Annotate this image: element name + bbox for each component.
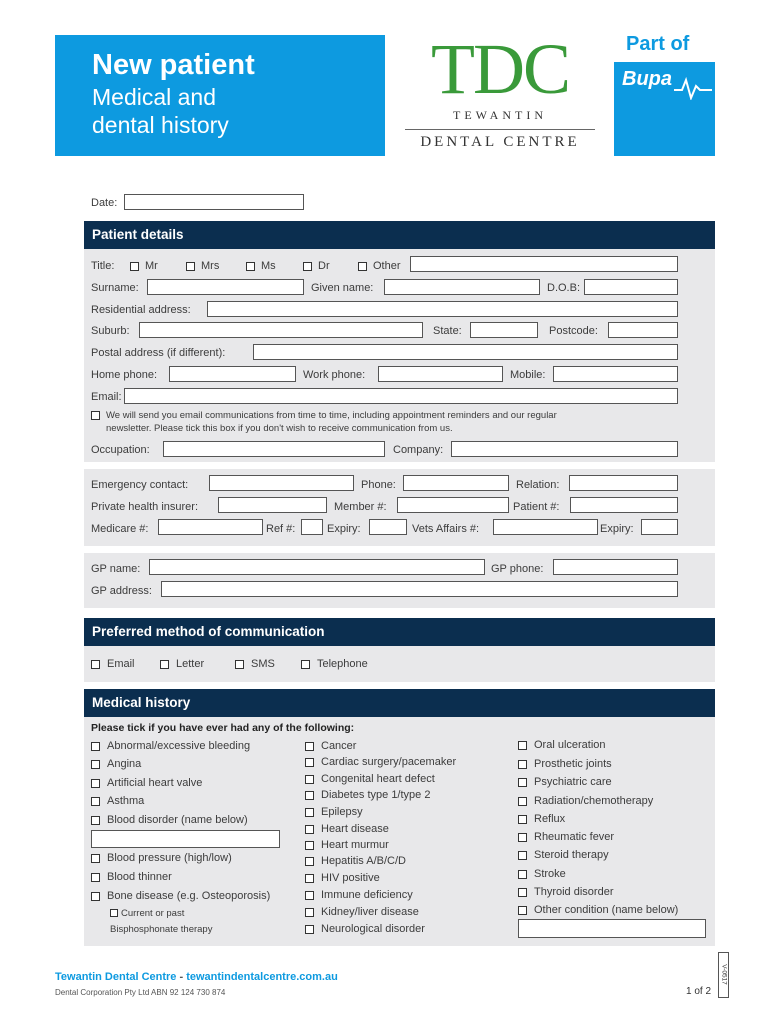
med-other-checkbox[interactable] — [518, 906, 527, 915]
comm-sms-checkbox[interactable] — [235, 660, 244, 669]
logo-line-2: DENTAL CENTRE — [420, 134, 580, 150]
med-bone-disease-label: Bone disease (e.g. Osteoporosis) — [107, 890, 271, 902]
med-heart-murmur-checkbox[interactable] — [305, 841, 314, 850]
comm-telephone-checkbox[interactable] — [301, 660, 310, 669]
med-blood-pressure-checkbox[interactable] — [91, 854, 100, 863]
blood-disorder-field[interactable] — [91, 830, 280, 848]
med-angina-checkbox[interactable] — [91, 760, 100, 769]
insurer-label: Private health insurer: — [91, 501, 198, 513]
med-kidney-liver-checkbox[interactable] — [305, 908, 314, 917]
subtitle-line-1: Medical and — [92, 84, 217, 110]
suburb-field[interactable] — [139, 322, 423, 338]
med-cardiac-surgery-checkbox[interactable] — [305, 758, 314, 767]
comm-sms-label: SMS — [251, 658, 275, 670]
emergency-contact-field[interactable] — [209, 475, 354, 491]
work-phone-field[interactable] — [378, 366, 503, 382]
med-rheumatic-checkbox[interactable] — [518, 833, 527, 842]
med-angina-label: Angina — [107, 758, 142, 770]
page-number: 1 of 2 — [686, 986, 712, 997]
med-hepatitis-label: Hepatitis A/B/C/D — [321, 855, 406, 867]
med-epilepsy-label: Epilepsy — [321, 806, 363, 818]
page-title: New patient — [92, 49, 255, 81]
med-asthma-checkbox[interactable] — [91, 797, 100, 806]
med-thyroid-label: Thyroid disorder — [534, 886, 614, 898]
med-heart-valve-label: Artificial heart valve — [107, 777, 203, 789]
residential-field[interactable] — [207, 301, 678, 317]
email-field[interactable] — [124, 388, 678, 404]
med-cardiac-surgery-label: Cardiac surgery/pacemaker — [321, 756, 457, 768]
relation-label: Relation: — [516, 479, 560, 491]
footer-brand-name: Tewantin Dental Centre — [55, 971, 177, 983]
med-blood-disorder-label: Blood disorder (name below) — [107, 814, 248, 826]
vets-affairs-field[interactable] — [493, 519, 598, 535]
heartbeat-icon — [674, 76, 712, 100]
emergency-contact-label: Emergency contact: — [91, 479, 189, 491]
insurer-field[interactable] — [218, 497, 327, 513]
med-diabetes-checkbox[interactable] — [305, 791, 314, 800]
ref-field[interactable] — [301, 519, 323, 535]
med-immune-label: Immune deficiency — [321, 889, 413, 901]
postal-label: Postal address (if different): — [91, 347, 226, 359]
med-hiv-label: HIV positive — [321, 872, 380, 884]
title-banner — [55, 35, 385, 156]
med-bleeding-label: Abnormal/excessive bleeding — [107, 740, 251, 752]
med-prosthetic-checkbox[interactable] — [518, 760, 527, 769]
med-neurological-label: Neurological disorder — [321, 923, 425, 935]
state-label: State: — [433, 325, 462, 337]
postcode-label: Postcode: — [549, 325, 598, 337]
title-other-field[interactable] — [410, 256, 678, 272]
med-radiation-checkbox[interactable] — [518, 797, 527, 806]
dob-label: D.O.B: — [547, 282, 581, 294]
footer-separator: - — [176, 971, 187, 983]
gp-name-label: GP name: — [91, 563, 141, 575]
medicare-field[interactable] — [158, 519, 263, 535]
med-blood-disorder-checkbox[interactable] — [91, 816, 100, 825]
med-hepatitis-checkbox[interactable] — [305, 857, 314, 866]
med-neurological-checkbox[interactable] — [305, 925, 314, 934]
version-box — [718, 952, 729, 998]
mobile-field[interactable] — [553, 366, 678, 382]
medicare-expiry-label: Expiry: — [327, 523, 361, 535]
med-current-or-past-label: Current or past — [121, 908, 185, 919]
med-cancer-label: Cancer — [321, 740, 357, 752]
med-stroke-checkbox[interactable] — [518, 870, 527, 879]
footer-brand — [55, 971, 338, 983]
given-name-field[interactable] — [384, 279, 540, 295]
title-mrs-checkbox[interactable] — [186, 262, 195, 271]
med-heart-valve-checkbox[interactable] — [91, 779, 100, 788]
occupation-label: Occupation: — [91, 444, 150, 456]
title-other-checkbox[interactable] — [358, 262, 367, 271]
patient-details-heading: Patient details — [92, 227, 184, 242]
med-diabetes-label: Diabetes type 1/type 2 — [321, 789, 431, 801]
title-dr-label: Dr — [318, 260, 330, 272]
vets-expiry-label: Expiry: — [600, 523, 634, 535]
version-code: V-0517 — [720, 964, 728, 985]
med-bisphosphonate-label: Bisphosphonate therapy — [110, 924, 213, 935]
given-name-label: Given name: — [311, 282, 374, 294]
med-prosthetic-label: Prosthetic joints — [534, 758, 612, 770]
communication-heading: Preferred method of communication — [92, 624, 325, 639]
title-ms-checkbox[interactable] — [246, 262, 255, 271]
medical-history-heading: Medical history — [92, 695, 191, 710]
med-other-label: Other condition (name below) — [534, 904, 679, 916]
date-field[interactable] — [124, 194, 304, 210]
comm-email-checkbox[interactable] — [91, 660, 100, 669]
email-note-line-2: newsletter. Please tick this box if you don't wish to receive communication from us. — [106, 423, 453, 434]
medicare-expiry-field[interactable] — [369, 519, 407, 535]
gp-address-label: GP address: — [91, 585, 152, 597]
member-label: Member #: — [334, 501, 387, 513]
med-steroid-label: Steroid therapy — [534, 849, 609, 861]
email-note-line-1: We will send you email communications from time to time, including appointment reminders and our regular — [106, 410, 557, 421]
med-cancer-checkbox[interactable] — [305, 742, 314, 751]
title-mrs-label: Mrs — [201, 260, 220, 272]
communication-header — [84, 618, 715, 646]
mobile-label: Mobile: — [510, 369, 546, 381]
med-kidney-liver-label: Kidney/liver disease — [321, 906, 419, 918]
logo-line-1: TEWANTIN — [453, 108, 547, 122]
other-condition-field[interactable] — [518, 919, 706, 938]
comm-telephone-label: Telephone — [317, 658, 368, 670]
footer-corp: Dental Corporation Pty Ltd ABN 92 124 730 874 — [55, 988, 226, 997]
ref-label: Ref #: — [266, 523, 296, 535]
med-congenital-checkbox[interactable] — [305, 775, 314, 784]
medical-history-header — [84, 689, 715, 717]
home-phone-field[interactable] — [169, 366, 296, 382]
title-mr-checkbox[interactable] — [130, 262, 139, 271]
medicare-label: Medicare #: — [91, 523, 149, 535]
med-psychiatric-checkbox[interactable] — [518, 778, 527, 787]
med-reflux-label: Reflux — [534, 813, 566, 825]
med-bone-disease-checkbox[interactable] — [91, 892, 100, 901]
email-label: Email: — [91, 391, 122, 403]
med-stroke-label: Stroke — [534, 868, 566, 880]
occupation-field[interactable] — [163, 441, 385, 457]
surname-label: Surname: — [91, 282, 139, 294]
med-congenital-label: Congenital heart defect — [321, 773, 435, 785]
tdc-logo — [405, 29, 595, 157]
surname-field[interactable] — [147, 279, 304, 295]
med-hiv-checkbox[interactable] — [305, 874, 314, 883]
logo-divider — [405, 129, 595, 130]
med-heart-disease-label: Heart disease — [321, 823, 389, 835]
logo-main: TDC — [431, 29, 569, 109]
postal-field[interactable] — [253, 344, 678, 360]
med-oral-ulceration-label: Oral ulceration — [534, 739, 606, 751]
med-epilepsy-checkbox[interactable] — [305, 808, 314, 817]
gp-name-field[interactable] — [149, 559, 485, 575]
page-subtitle — [92, 83, 229, 139]
med-psychiatric-label: Psychiatric care — [534, 776, 612, 788]
med-blood-pressure-label: Blood pressure (high/low) — [107, 852, 232, 864]
med-bisphosphonate-checkbox[interactable] — [110, 909, 118, 917]
med-oral-ulceration-checkbox[interactable] — [518, 741, 527, 750]
med-immune-checkbox[interactable] — [305, 891, 314, 900]
med-steroid-checkbox[interactable] — [518, 851, 527, 860]
comm-letter-checkbox[interactable] — [160, 660, 169, 669]
med-rheumatic-label: Rheumatic fever — [534, 831, 615, 843]
residential-label: Residential address: — [91, 304, 191, 316]
company-field[interactable] — [451, 441, 678, 457]
footer-url[interactable]: tewantindentalcentre.com.au — [186, 971, 338, 983]
postcode-field[interactable] — [608, 322, 678, 338]
title-dr-checkbox[interactable] — [303, 262, 312, 271]
patient-details-header — [84, 221, 715, 249]
emergency-phone-field[interactable] — [403, 475, 509, 491]
dob-field[interactable] — [584, 279, 678, 295]
work-phone-label: Work phone: — [303, 369, 366, 381]
gp-phone-label: GP phone: — [491, 563, 544, 575]
patient-number-label: Patient #: — [513, 501, 560, 513]
bupa-logo — [614, 62, 715, 156]
suburb-label: Suburb: — [91, 325, 130, 337]
vets-affairs-label: Vets Affairs #: — [412, 523, 480, 535]
med-heart-murmur-label: Heart murmur — [321, 839, 389, 851]
member-field[interactable] — [397, 497, 509, 513]
title-mr-label: Mr — [145, 260, 158, 272]
med-reflux-checkbox[interactable] — [518, 815, 527, 824]
med-asthma-label: Asthma — [107, 795, 145, 807]
date-label: Date: — [91, 197, 118, 209]
title-ms-label: Ms — [261, 260, 276, 272]
relation-field[interactable] — [569, 475, 678, 491]
med-bleeding-checkbox[interactable] — [91, 742, 100, 751]
med-radiation-label: Radiation/chemotherapy — [534, 795, 654, 807]
med-blood-thinner-checkbox[interactable] — [91, 873, 100, 882]
part-of-label: Part of — [626, 33, 690, 55]
med-blood-thinner-label: Blood thinner — [107, 871, 172, 883]
bupa-text: Bupa — [622, 68, 672, 90]
title-other-label: Other — [373, 260, 401, 272]
med-heart-disease-checkbox[interactable] — [305, 825, 314, 834]
title-label: Title: — [91, 260, 115, 272]
vets-expiry-field[interactable] — [641, 519, 678, 535]
med-thyroid-checkbox[interactable] — [518, 888, 527, 897]
medical-instruction: Please tick if you have ever had any of the following: — [91, 722, 355, 734]
gp-address-field[interactable] — [161, 581, 678, 597]
state-field[interactable] — [470, 322, 538, 338]
emergency-phone-label: Phone: — [361, 479, 396, 491]
comm-email-label: Email — [107, 658, 135, 670]
subtitle-line-2: dental history — [92, 112, 229, 138]
gp-phone-field[interactable] — [553, 559, 678, 575]
home-phone-label: Home phone: — [91, 369, 158, 381]
company-label: Company: — [393, 444, 444, 456]
comm-letter-label: Letter — [176, 658, 205, 670]
email-optout-checkbox[interactable] — [91, 411, 100, 420]
patient-number-field[interactable] — [570, 497, 678, 513]
